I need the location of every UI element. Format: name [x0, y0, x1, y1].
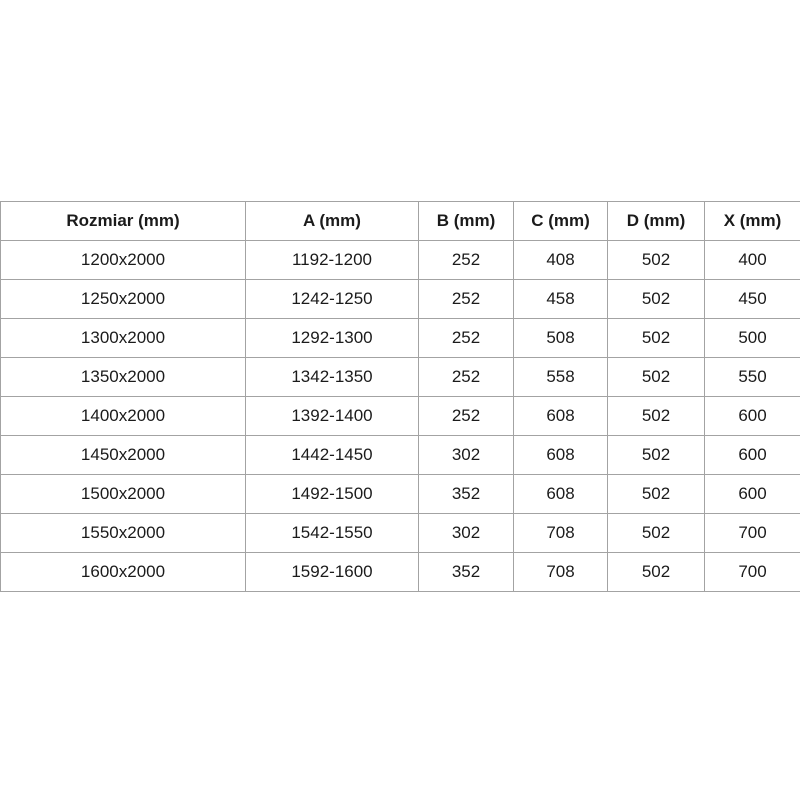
table-cell: 558 [514, 358, 608, 397]
table-cell: 1342-1350 [246, 358, 419, 397]
table-cell: 352 [419, 553, 514, 592]
table-cell: 502 [608, 358, 705, 397]
table-row [1, 358, 800, 397]
table-cell: 400 [705, 241, 800, 280]
table-cell: 302 [419, 514, 514, 553]
table-cell: 502 [608, 319, 705, 358]
table-cell: 1542-1550 [246, 514, 419, 553]
table-row [1, 397, 800, 436]
table-row [1, 241, 800, 280]
table-cell: 408 [514, 241, 608, 280]
table-cell: 1292-1300 [246, 319, 419, 358]
table-cell: 450 [705, 280, 800, 319]
table-cell: 550 [705, 358, 800, 397]
table-cell: 600 [705, 436, 800, 475]
table-row [1, 475, 800, 514]
table-cell: 608 [514, 475, 608, 514]
table-cell: 252 [419, 280, 514, 319]
table-cell: 708 [514, 514, 608, 553]
table-cell: 352 [419, 475, 514, 514]
table-header-row [1, 202, 800, 241]
table-cell: 302 [419, 436, 514, 475]
table-cell: 502 [608, 436, 705, 475]
table-cell: 608 [514, 397, 608, 436]
table-cell: 1192-1200 [246, 241, 419, 280]
table-row [1, 436, 800, 475]
table-cell: 600 [705, 397, 800, 436]
table-cell: 1592-1600 [246, 553, 419, 592]
table-cell: 1500x2000 [1, 475, 246, 514]
header-cell-x: X (mm) [705, 202, 800, 241]
table-cell: 1450x2000 [1, 436, 246, 475]
table-cell: 700 [705, 514, 800, 553]
table-cell: 1442-1450 [246, 436, 419, 475]
table-row [1, 553, 800, 592]
table-cell: 502 [608, 553, 705, 592]
table-cell: 502 [608, 514, 705, 553]
table-cell: 1300x2000 [1, 319, 246, 358]
table-cell: 1250x2000 [1, 280, 246, 319]
header-cell-d: D (mm) [608, 202, 705, 241]
table-cell: 1242-1250 [246, 280, 419, 319]
table-cell: 500 [705, 319, 800, 358]
header-cell-rozmiar: Rozmiar (mm) [1, 202, 246, 241]
table-cell: 458 [514, 280, 608, 319]
table-cell: 700 [705, 553, 800, 592]
header-cell-a: A (mm) [246, 202, 419, 241]
table-cell: 1550x2000 [1, 514, 246, 553]
table-cell: 252 [419, 241, 514, 280]
table-cell: 1350x2000 [1, 358, 246, 397]
table-row [1, 280, 800, 319]
header-cell-c: C (mm) [514, 202, 608, 241]
table-cell: 1600x2000 [1, 553, 246, 592]
table-cell: 502 [608, 241, 705, 280]
table-cell: 1392-1400 [246, 397, 419, 436]
table-cell: 252 [419, 397, 514, 436]
table-cell: 608 [514, 436, 608, 475]
table-cell: 1492-1500 [246, 475, 419, 514]
table-cell: 708 [514, 553, 608, 592]
table-cell: 252 [419, 319, 514, 358]
table-cell: 600 [705, 475, 800, 514]
table-cell: 1200x2000 [1, 241, 246, 280]
table-cell: 252 [419, 358, 514, 397]
table-cell: 502 [608, 280, 705, 319]
table-cell: 502 [608, 397, 705, 436]
table-cell: 508 [514, 319, 608, 358]
table-cell: 502 [608, 475, 705, 514]
table-cell: 1400x2000 [1, 397, 246, 436]
dimension-spec-table [0, 201, 800, 592]
table-row [1, 514, 800, 553]
header-cell-b: B (mm) [419, 202, 514, 241]
table-row [1, 319, 800, 358]
